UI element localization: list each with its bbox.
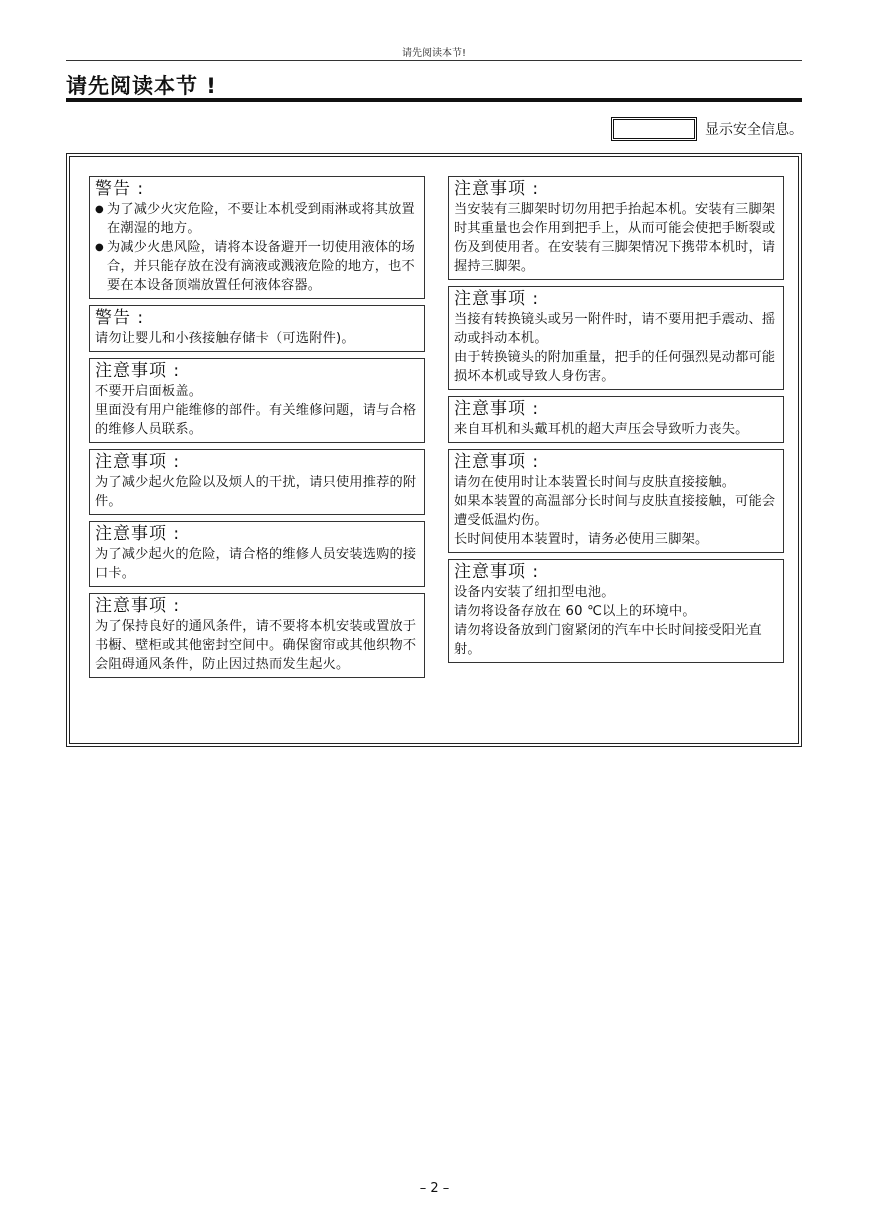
notice-title: 注意事项 : <box>454 399 540 419</box>
notice-box <box>89 305 425 352</box>
notice-text: 当接有转换镜头或另一附件时，请不要用把手震动、摇动或抖动本机。 <box>454 312 776 346</box>
left-column <box>89 176 425 684</box>
notice-title: 注意事项 : <box>454 452 540 472</box>
legend-text: 显示安全信息。 <box>705 122 803 138</box>
notice-title: 注意事项 : <box>95 596 181 616</box>
running-header: 请先阅读本节! <box>401 48 466 59</box>
notice-text: 如果本装置的高温部分长时间与皮肤直接接触，可能会遭受低温灼伤。 <box>454 494 776 528</box>
notice-box <box>89 176 425 299</box>
right-column <box>448 176 784 669</box>
notice-title: 注意事项 : <box>454 179 540 199</box>
notice-text: 请勿将设备存放在 60 ℃以上的环境中。 <box>454 604 696 619</box>
notice-box <box>448 449 784 553</box>
notice-box <box>448 286 784 390</box>
notice-text: 请勿将设备放到门窗紧闭的汽车中长时间接受阳光直射。 <box>454 623 762 657</box>
bullet-dot-icon: ● <box>95 204 104 215</box>
notice-box <box>448 176 784 280</box>
notice-title: 注意事项 : <box>454 289 540 309</box>
notice-text: 由于转换镜头的附加重量，把手的任何强烈晃动都可能损坏本机或导致人身伤害。 <box>454 350 776 384</box>
notice-text: 为了保持良好的通风条件，请不要将本机安装或置放于书橱、壁柜或其他密封空间中。确保窗帘或其他织物不会阻碍通风条件，防止因过热而发生起火。 <box>95 619 417 672</box>
bullet-item <box>95 200 419 238</box>
notice-title: 注意事项 : <box>95 452 181 472</box>
notice-text: 为了减少起火的危险，请合格的维修人员安装选购的接口卡。 <box>95 547 417 581</box>
bullet-item <box>95 238 419 295</box>
bullet-text: 为减少火患风险，请将本设备避开一切使用液体的场合，并只能存放在没有滴液或溅液危险的地方，也不要在本设备顶端放置任何液体容器。 <box>107 240 415 293</box>
page-title: 请先阅读本节 ! <box>66 74 217 98</box>
notice-title: 注意事项 : <box>95 524 181 544</box>
notice-text: 设备内安装了纽扣型电池。 <box>454 585 615 600</box>
notice-title: 注意事项 : <box>95 361 181 381</box>
safety-legend <box>611 117 803 141</box>
safety-info-frame <box>66 153 802 747</box>
notice-text: 请勿在使用时让本装置长时间与皮肤直接接触。 <box>454 475 736 490</box>
notice-text: 来自耳机和头戴耳机的超大声压会导致听力丧失。 <box>454 422 749 437</box>
notice-text: 长时间使用本装置时，请务必使用三脚架。 <box>454 532 709 547</box>
notice-title: 注意事项 : <box>454 562 540 582</box>
notice-text: 里面没有用户能维修的部件。有关维修问题，请与合格的维修人员联系。 <box>95 403 417 437</box>
notice-text: 为了减少起火危险以及烦人的干扰，请只使用推荐的附件。 <box>95 475 417 509</box>
notice-box <box>89 358 425 443</box>
notice-text: 不要开启面板盖。 <box>95 384 203 399</box>
notice-title: 警告 : <box>95 179 145 199</box>
notice-title: 警告 : <box>95 308 145 328</box>
title-rule <box>66 98 802 102</box>
notice-box <box>448 396 784 443</box>
notice-text: 请勿让婴儿和小孩接触存储卡（可选附件)。 <box>95 331 355 346</box>
notice-box <box>89 521 425 587</box>
bullet-text: 为了减少火灾危险，不要让本机受到雨淋或将其放置在潮湿的地方。 <box>107 202 415 236</box>
legend-frame-sample <box>611 117 697 141</box>
notice-text: 当安装有三脚架时切勿用把手抬起本机。安装有三脚架时其重量也会作用到把手上，从而可能会使把手断裂或伤及到使用者。在安装有三脚架情况下携带本机时，请握持三脚架。 <box>454 202 776 274</box>
notice-box <box>89 449 425 515</box>
header-rule <box>66 60 802 61</box>
notice-box <box>448 559 784 663</box>
notice-box <box>89 593 425 678</box>
page-number: – 2 – <box>419 1181 450 1196</box>
bullet-dot-icon: ● <box>95 242 104 253</box>
